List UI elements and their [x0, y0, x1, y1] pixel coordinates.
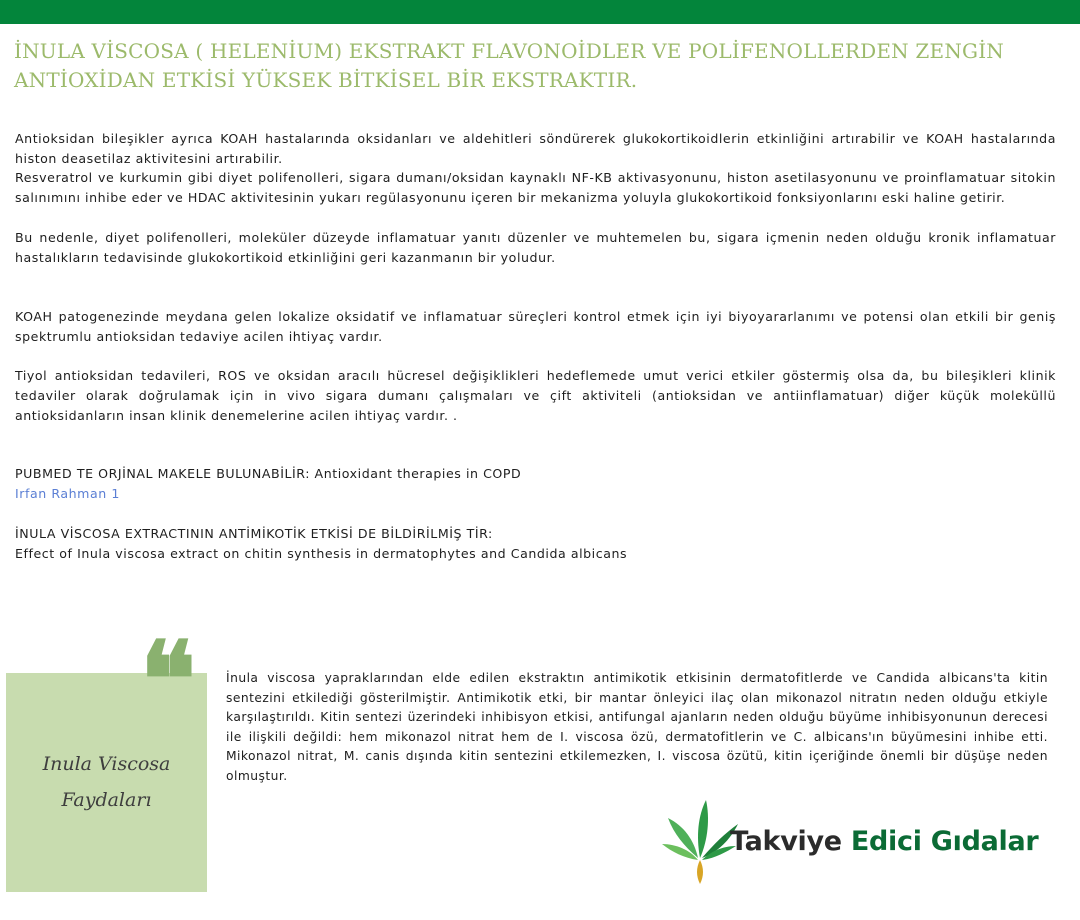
paragraph-thiol: Tiyol antioksidan tedavileri, ROS ve oksidan aracılı hücresel değişiklikleri hedeflemede umut verici etkiler göstermiş olsa da, bu bileşikleri klinik tedaviler olarak doğrulamak için in vivo sigara dumanı çalışmaları ve çift aktiviteli (antioksidan ve antiinflamatuar) diğer küçük moleküllü antioksidanların insan klinik denemelerine acilen ihtiyaç vardır. .	[15, 368, 1056, 423]
paragraph-polyphenols: Bu nedenle, diyet polifenolleri, moleküler düzeyde inflamatuar yanıtı düzenler ve muhtemelen bu, sigara içmenin neden olduğu kronik inflamatuar hastalıkların tedavisinde glukokortikoid etkinliğini geri kazanmanın bir yoludur.	[15, 230, 1056, 265]
page-title-line1: İNULA VİSCOSA ( HELENİUM) EKSTRAKT FLAVONOİDLER VE POLİFENOLLERDEN ZENGİN	[14, 39, 1005, 63]
quote-title	[6, 746, 207, 818]
brand-name-first: Takviye	[730, 826, 842, 857]
pubmed-reference: PUBMED TE ORJİNAL MAKELE BULUNABİLİR: Antioxidant therapies in COPD	[15, 466, 522, 481]
brand-name-rest: Edici Gıdalar	[841, 826, 1039, 857]
author-link[interactable]: Irfan Rahman 1	[15, 486, 120, 501]
quote-title-line2: Faydaları	[61, 789, 152, 811]
cannabis-leaf-icon	[662, 800, 738, 884]
article-title: Effect of Inula viscosa extract on chitin synthesis in dermatophytes and Candida albicans	[15, 546, 628, 561]
paragraph-copd: KOAH patogenezinde meydana gelen lokalize oksidatif ve inflamatuar süreçleri kontrol etmek için iyi biyoyararlanımı ve potensi olan etkili bir geniş spektrumlu antioksidan tedaviye acilen ihtiyaç vardır.	[15, 309, 1056, 344]
paragraph-antioxidant: Antioksidan bileşikler ayrıca KOAH hastalarında oksidanları ve aldehitleri söndürerek glukokortikoidlerin etkinliğini artırabilir ve KOAH hastalarında histon deasetilaz aktivitesini artırabilir.	[15, 131, 1056, 166]
antimycotic-heading: İNULA VİSCOSA EXTRACTININ ANTİMİKOTİK ETKİSİ DE BİLDİRİLMİŞ TİR:	[15, 526, 493, 541]
quote-title-line1: Inula Viscosa	[42, 753, 171, 775]
paragraph-resveratrol: Resveratrol ve kurkumin gibi diyet polifenolleri, sigara dumanı/oksidan kaynaklı NF-KB aktivasyonunu, histon asetilasyonunu ve proinflamatuar sitokin salınımını inhibe eder ve HDAC aktivitesinin yukarı regülasyonunu içeren bir mekanizma yoluyla glukokortikoid fonksiyonlarını eski haline getirir.	[15, 170, 1056, 205]
page-title	[14, 37, 1064, 95]
brand-name	[730, 826, 1038, 857]
page-title-line2: ANTİOXİDAN ETKİSİ YÜKSEK BİTKİSEL BİR EKSTRAKTIR.	[14, 68, 638, 92]
quote-text: İnula viscosa yapraklarından elde edilen ekstraktın antimikotik etkisinin dermatofitlerde ve Candida albicans'ta kitin sentezini etkilediği gösterilmiştir. Antimikotik etki, bir mantar önleyici ilaç olan mikonazol nitratın neden olduğu etkiyle karşılaştırıldı. Kitin sentezi üzerindeki inhibisyon etkisi, antifungal ajanların neden olduğu büyüme inhibisyonunun derecesi ile ilişkili değildi: hem mikonazol nitrat hem de I. viscosa özü, dermatofitlerin ve C. albicans'ın büyümesini inhibe etti. Mikonazol nitrat, M. canis dışında kitin sentezini etkilemezken, I. viscosa özütü, kitin içeriğinde önemli bir düşüşe neden olmuştur.	[226, 671, 1048, 783]
top-bar	[0, 0, 1080, 24]
quote-mark-icon: ❝	[140, 618, 196, 741]
